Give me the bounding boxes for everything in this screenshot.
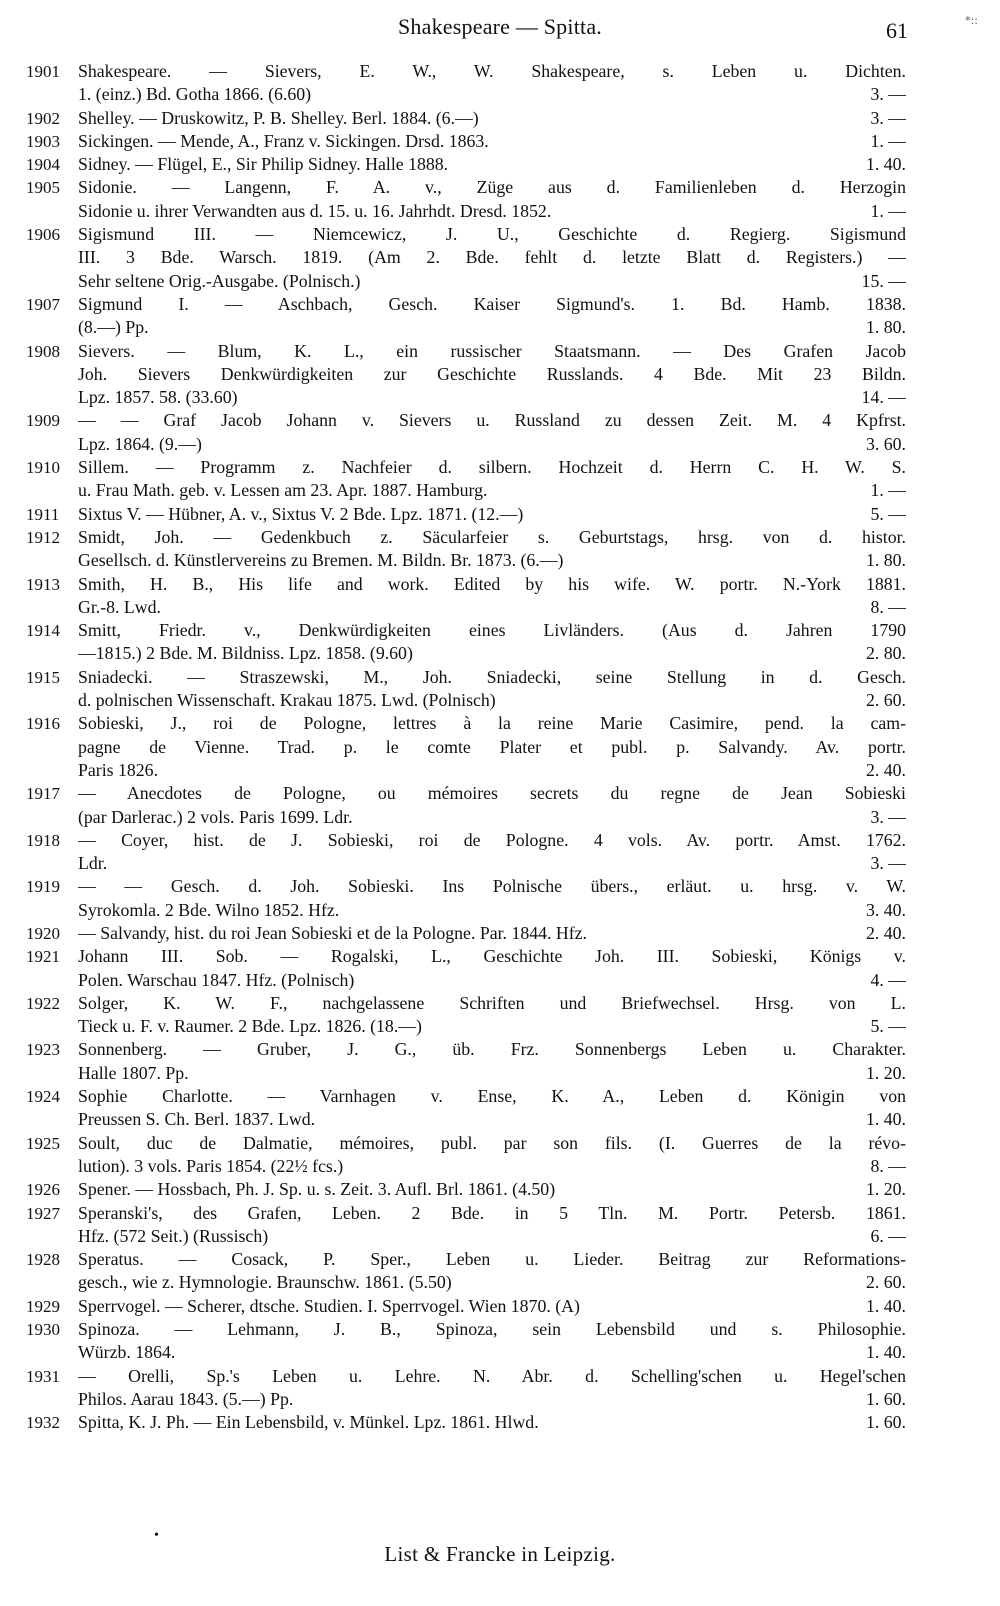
entry-text: — Coyer, hist. de J. Sobieski, roi de Pologne. 4 vols. Av. portr. Amst. 1762. <box>78 829 906 850</box>
entry-number: 1907 <box>26 294 60 314</box>
entry-line <box>78 852 906 875</box>
entry-text: Ldr. <box>78 853 108 874</box>
entry-line <box>78 1132 906 1155</box>
catalogue-entry <box>26 293 906 340</box>
entry-line <box>78 969 906 992</box>
entry-line <box>78 60 906 83</box>
entry-line <box>78 176 906 199</box>
catalogue-entry <box>26 782 906 829</box>
catalogue-entry <box>26 1248 906 1295</box>
entry-number: 1913 <box>26 574 60 594</box>
entry-line <box>78 456 906 479</box>
entry-number: 1929 <box>26 1296 60 1316</box>
catalogue-entry <box>26 1295 906 1318</box>
entry-line <box>78 666 906 689</box>
entry-text: Sidonie. — Langenn, F. A. v., Züge aus d. Familienleben d. Herzogin <box>78 177 906 198</box>
catalogue-entry <box>26 60 906 107</box>
entry-text: Sniadecki. — Straszewski, M., Joh. Sniadecki, seine Stellung in d. Gesch. <box>78 666 906 687</box>
entry-number: 1932 <box>26 1413 60 1433</box>
entry-number: 1904 <box>26 155 60 175</box>
catalogue-entry <box>26 223 906 293</box>
entry-text: Solger, K. W. F., nachgelassene Schriften und Briefwechsel. Hrsg. von L. <box>78 992 906 1013</box>
entry-price: 5. — <box>870 503 906 524</box>
entry-line <box>78 1108 906 1131</box>
catalogue-entry <box>26 1132 906 1179</box>
entry-line <box>78 1411 906 1434</box>
entry-text: Spinoza. — Lehmann, J. B., Spinoza, sein Lebensbild und s. Philosophie. <box>78 1319 906 1340</box>
entry-price: 15. — <box>861 270 906 291</box>
entry-text: Gr.-8. Lwd. <box>78 596 161 617</box>
entry-number: 1922 <box>26 993 60 1013</box>
entry-price: 2. 40. <box>865 922 906 943</box>
entry-text: lution). 3 vols. Paris 1854. (22½ fcs.) <box>78 1155 344 1176</box>
entry-number: 1912 <box>26 527 60 547</box>
entry-text: Preussen S. Ch. Berl. 1837. Lwd. <box>78 1109 316 1130</box>
entry-price: 3. — <box>870 806 906 827</box>
entry-text: Joh. Sievers Denkwürdigkeiten zur Geschichte Russlands. 4 Bde. Mit 23 Bildn. <box>78 363 906 384</box>
entry-line <box>78 409 906 432</box>
entry-number: 1924 <box>26 1087 60 1107</box>
entry-text: Lpz. 1864. (9.—) <box>78 433 202 454</box>
entry-text: Sperrvogel. — Scherer, dtsche. Studien. I. Sperrvogel. Wien 1870. (A) <box>78 1295 580 1316</box>
entry-text: Philos. Aarau 1843. (5.—) Pp. <box>78 1388 294 1409</box>
entry-line <box>78 107 906 130</box>
catalogue-entry <box>26 573 906 620</box>
entry-text: (par Darlerac.) 2 vols. Paris 1699. Ldr. <box>78 806 353 827</box>
entry-line <box>78 1365 906 1388</box>
entry-text: Syrokomla. 2 Bde. Wilno 1852. Hfz. <box>78 899 340 920</box>
entry-number: 1918 <box>26 830 60 850</box>
catalogue-entry <box>26 176 906 223</box>
entry-text: Lpz. 1857. 58. (33.60) <box>78 387 238 408</box>
entry-line <box>78 922 906 945</box>
entry-number: 1923 <box>26 1040 60 1060</box>
catalogue-entry <box>26 875 906 922</box>
entry-price: 1. — <box>870 130 906 151</box>
entry-price: 8. — <box>870 1155 906 1176</box>
entry-text: — Orelli, Sp.'s Leben u. Lehre. N. Abr. d. Schelling'schen u. Hegel'schen <box>78 1365 906 1386</box>
entry-text: III. 3 Bde. Warsch. 1819. (Am 2. Bde. fehlt d. letzte Blatt d. Registers.) — <box>78 247 906 268</box>
entry-text: — Anecdotes de Pologne, ou mémoires secrets du regne de Jean Sobieski <box>78 783 906 804</box>
running-title: Shakespeare — Spitta. <box>398 14 602 39</box>
entry-text: (8.—) Pp. <box>78 317 149 338</box>
entry-number: 1920 <box>26 923 60 943</box>
entry-text: Würzb. 1864. <box>78 1342 176 1363</box>
entry-line <box>78 526 906 549</box>
entry-line <box>78 1318 906 1341</box>
entry-number: 1925 <box>26 1133 60 1153</box>
entry-number: 1910 <box>26 458 60 478</box>
entry-text: Sonnenberg. — Gruber, J. G., üb. Frz. Sonnenbergs Leben u. Charakter. <box>78 1039 906 1060</box>
catalogue-entry <box>26 945 906 992</box>
entry-line <box>78 1085 906 1108</box>
entry-text: gesch., wie z. Hymnologie. Braunschw. 1861. (5.50) <box>78 1272 452 1293</box>
entry-line <box>78 386 906 409</box>
entry-number: 1908 <box>26 341 60 361</box>
entry-text: Shelley. — Druskowitz, P. B. Shelley. Berl. 1884. (6.—) <box>78 107 479 128</box>
entry-text: u. Frau Math. geb. v. Lessen am 23. Apr. 1887. Hamburg. <box>78 480 488 501</box>
entry-price: 1. 40. <box>865 1342 906 1363</box>
entry-text: Sigismund III. — Niemcewicz, J. U., Geschichte d. Regierg. Sigismund <box>78 224 906 245</box>
entry-line <box>78 1062 906 1085</box>
entry-text: Hfz. (572 Seit.) (Russisch) <box>78 1225 269 1246</box>
entry-text: Speratus. — Cosack, P. Sper., Leben u. Lieder. Beitrag zur Reformations- <box>78 1249 906 1270</box>
entry-price: 3. 60. <box>865 433 906 454</box>
entry-number: 1916 <box>26 714 60 734</box>
entry-text: Tieck u. F. v. Raumer. 2 Bde. Lpz. 1826. (18.—) <box>78 1016 422 1037</box>
entry-line <box>78 759 906 782</box>
entry-text: Halle 1807. Pp. <box>78 1062 189 1083</box>
entry-number: 1921 <box>26 947 60 967</box>
catalogue-entry <box>26 992 906 1039</box>
catalogue-entry <box>26 130 906 153</box>
catalogue-entry <box>26 456 906 503</box>
entry-number: 1928 <box>26 1250 60 1270</box>
entry-text: Sigmund I. — Aschbach, Gesch. Kaiser Sigmund's. 1. Bd. Hamb. 1838. <box>78 293 906 314</box>
entry-price: 2. 80. <box>865 643 906 664</box>
entry-line <box>78 992 906 1015</box>
entry-price: 1. — <box>870 480 906 501</box>
catalogue-entry <box>26 153 906 176</box>
entry-number: 1919 <box>26 877 60 897</box>
catalogue-entry <box>26 829 906 876</box>
entry-line <box>78 293 906 316</box>
entry-line <box>78 736 906 759</box>
entry-text: Sehr seltene Orig.-Ausgabe. (Polnisch.) <box>78 270 361 291</box>
entry-line <box>78 363 906 386</box>
entry-line <box>78 1038 906 1061</box>
entry-line <box>78 1015 906 1038</box>
entry-text: Sidonie u. ihrer Verwandten aus d. 15. u. 16. Jahrhdt. Dresd. 1852. <box>78 200 552 221</box>
entry-number: 1915 <box>26 667 60 687</box>
entry-price: 5. — <box>870 1016 906 1037</box>
entry-line <box>78 1225 906 1248</box>
entry-number: 1901 <box>26 62 60 81</box>
entry-line <box>78 782 906 805</box>
entry-price: 14. — <box>861 387 906 408</box>
entry-price: 1. 20. <box>865 1179 906 1200</box>
entry-line <box>78 829 906 852</box>
entry-price: 4. — <box>870 969 906 990</box>
entry-number: 1911 <box>26 504 60 524</box>
entry-text: Spener. — Hossbach, Ph. J. Sp. u. s. Zeit. 3. Aufl. Brl. 1861. (4.50) <box>78 1179 556 1200</box>
entry-line <box>78 573 906 596</box>
entry-price: 3. 40. <box>865 899 906 920</box>
entry-line <box>78 1341 906 1364</box>
entry-number: 1906 <box>26 225 60 245</box>
entry-line <box>78 200 906 223</box>
entry-line <box>78 899 906 922</box>
entry-price: 1. 60. <box>865 1388 906 1409</box>
catalogue-entry <box>26 503 906 526</box>
entry-text: — — Gesch. d. Joh. Sobieski. Ins Polnische übers., erläut. u. hrsg. v. W. <box>78 876 906 897</box>
entry-line <box>78 316 906 339</box>
entry-text: Spitta, K. J. Ph. — Ein Lebensbild, v. Münkel. Lpz. 1861. Hlwd. <box>78 1412 539 1433</box>
entry-text: Shakespeare. — Sievers, E. W., W. Shakespeare, s. Leben u. Dichten. <box>78 61 906 81</box>
footer-bullet: • <box>154 1528 159 1543</box>
page-number: 61 <box>886 18 908 43</box>
entry-line <box>78 875 906 898</box>
catalogue-entry <box>26 107 906 130</box>
entry-line <box>78 130 906 153</box>
catalogue-entry <box>26 922 906 945</box>
entry-price: 1. 40. <box>865 1295 906 1316</box>
entry-price: 2. 40. <box>865 759 906 780</box>
entry-price: 1. — <box>870 200 906 221</box>
entry-line <box>78 1271 906 1294</box>
entry-text: —1815.) 2 Bde. M. Bildniss. Lpz. 1858. (9.60) <box>78 643 413 664</box>
entry-line <box>78 246 906 269</box>
entry-number: 1902 <box>26 108 60 128</box>
entry-text: Smith, H. B., His life and work. Edited by his wife. W. portr. N.-York 1881. <box>78 573 906 594</box>
entry-line <box>78 1155 906 1178</box>
entry-line <box>78 83 906 106</box>
entry-text: Speranski's, des Grafen, Leben. 2 Bde. in 5 Tln. M. Portr. Petersb. 1861. <box>78 1202 906 1223</box>
entry-line <box>78 1202 906 1225</box>
catalogue-entry <box>26 1365 906 1412</box>
entry-line <box>78 503 906 526</box>
catalogue-entry <box>26 666 906 713</box>
entry-number: 1931 <box>26 1366 60 1386</box>
entry-text: Sievers. — Blum, K. L., ein russischer Staatsmann. — Des Grafen Jacob <box>78 340 906 361</box>
entry-line <box>78 270 906 293</box>
catalogue-entry <box>26 526 906 573</box>
entry-text: pagne de Vienne. Trad. p. le comte Plater et publ. p. Salvandy. Av. portr. <box>78 736 906 757</box>
catalogue-entry <box>26 712 906 782</box>
entry-text: Soult, duc de Dalmatie, mémoires, publ. par son fils. (I. Guerres de la révo- <box>78 1132 906 1153</box>
entry-price: 3. — <box>870 84 906 105</box>
publisher-footer: List & Francke in Leipzig. <box>384 1542 616 1566</box>
catalogue-entries <box>26 60 906 1435</box>
entry-number: 1903 <box>26 131 60 151</box>
entry-text: Sobieski, J., roi de Pologne, lettres à la reine Marie Casimire, pend. la cam- <box>78 713 906 734</box>
entry-price: 1. 20. <box>865 1062 906 1083</box>
entry-price: 1. 60. <box>865 1412 906 1433</box>
entry-number: 1917 <box>26 784 60 804</box>
entry-price: 6. — <box>870 1225 906 1246</box>
entry-price: 2. 60. <box>865 1272 906 1293</box>
entry-text: Smidt, Joh. — Gedenkbuch z. Säcularfeier s. Geburtstags, hrsg. von d. histor. <box>78 526 906 547</box>
entry-line <box>78 689 906 712</box>
catalogue-entry <box>26 409 906 456</box>
entry-line <box>78 642 906 665</box>
entry-price: 1. 80. <box>865 550 906 571</box>
entry-line <box>78 596 906 619</box>
catalogue-entry <box>26 619 906 666</box>
entry-line <box>78 619 906 642</box>
entry-text: — Salvandy, hist. du roi Jean Sobieski et de la Pologne. Par. 1844. Hfz. <box>78 922 588 943</box>
entry-line <box>78 433 906 456</box>
entry-text: 1. (einz.) Bd. Gotha 1866. (6.60) <box>78 84 312 105</box>
entry-line <box>78 549 906 572</box>
catalogue-entry <box>26 1411 906 1434</box>
entry-number: 1927 <box>26 1203 60 1223</box>
entry-text: Sixtus V. — Hübner, A. v., Sixtus V. 2 Bde. Lpz. 1871. (12.—) <box>78 503 524 524</box>
entry-line <box>78 223 906 246</box>
corner-stamp-mark: *:: <box>965 14 978 27</box>
entry-price: 3. — <box>870 107 906 128</box>
entry-line <box>78 340 906 363</box>
entry-line <box>78 1248 906 1271</box>
entry-line <box>78 1178 906 1201</box>
entry-line <box>78 712 906 735</box>
page-header <box>0 14 1000 54</box>
entry-price: 1. 40. <box>865 1109 906 1130</box>
entry-price: 1. 80. <box>865 317 906 338</box>
entry-number: 1930 <box>26 1320 60 1340</box>
entry-text: Polen. Warschau 1847. Hfz. (Polnisch) <box>78 969 355 990</box>
entry-text: Paris 1826. <box>78 759 159 780</box>
catalogue-entry <box>26 340 906 410</box>
entry-price: 3. — <box>870 853 906 874</box>
entry-text: — — Graf Jacob Johann v. Sievers u. Russland zu dessen Zeit. M. 4 Kpfrst. <box>78 410 906 431</box>
catalogue-entry <box>26 1202 906 1249</box>
entry-text: Sophie Charlotte. — Varnhagen v. Ense, K. A., Leben d. Königin von <box>78 1086 906 1107</box>
entry-number: 1914 <box>26 621 60 641</box>
catalogue-entry <box>26 1318 906 1365</box>
entry-line <box>78 806 906 829</box>
entry-text: Gesellsch. d. Künstlervereins zu Bremen. M. Bildn. Br. 1873. (6.—) <box>78 550 564 571</box>
entry-text: Sillem. — Programm z. Nachfeier d. silbern. Hochzeit d. Herrn C. H. W. S. <box>78 457 906 478</box>
entry-line <box>78 153 906 176</box>
catalogue-entry <box>26 1085 906 1132</box>
entry-number: 1909 <box>26 411 60 431</box>
catalogue-entry <box>26 1038 906 1085</box>
entry-price: 8. — <box>870 596 906 617</box>
entry-text: Smitt, Friedr. v., Denkwürdigkeiten eines Livländers. (Aus d. Jahren 1790 <box>78 620 906 641</box>
entry-text: Sickingen. — Mende, A., Franz v. Sickingen. Drsd. 1863. <box>78 130 489 151</box>
catalogue-entry <box>26 1178 906 1201</box>
entry-price: 1. 40. <box>865 154 906 175</box>
entry-line <box>78 945 906 968</box>
entry-number: 1926 <box>26 1180 60 1200</box>
entry-number: 1905 <box>26 178 60 198</box>
entry-text: Sidney. — Flügel, E., Sir Philip Sidney. Halle 1888. <box>78 154 449 175</box>
entry-price: 2. 60. <box>865 690 906 711</box>
entry-line <box>78 479 906 502</box>
entry-line <box>78 1388 906 1411</box>
entry-text: Johann III. Sob. — Rogalski, L., Geschichte Joh. III. Sobieski, Königs v. <box>78 946 906 967</box>
entry-line <box>78 1295 906 1318</box>
entry-text: d. polnischen Wissenschaft. Krakau 1875. Lwd. (Polnisch) <box>78 690 496 711</box>
